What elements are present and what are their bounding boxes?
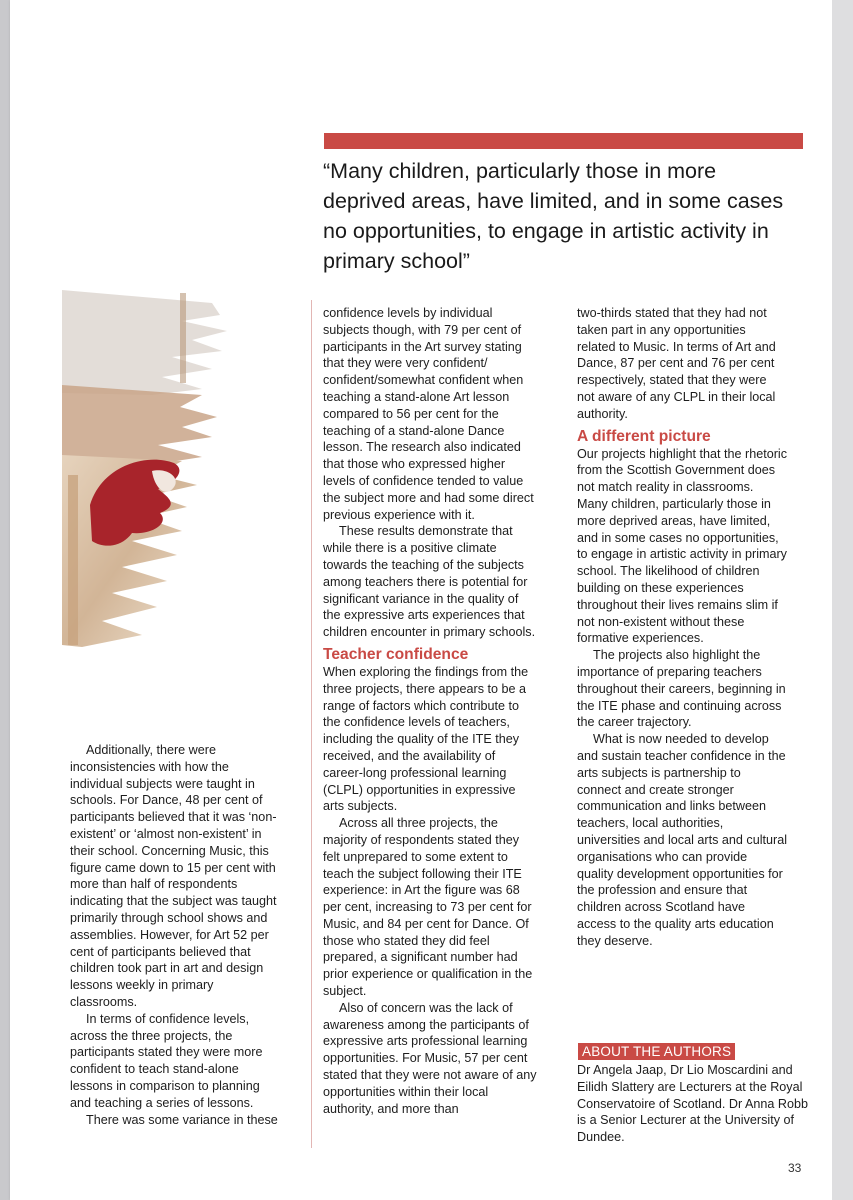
about-authors-label: ABOUT THE AUTHORS: [578, 1043, 735, 1060]
about-authors-text: Dr Angela Jaap, Dr Lio Moscardini and Eilidh Slattery are Lecturers at the Royal Conservatoire of Scotland. Dr Anna Robb is a Senior Lecturer at the University of Dundee.: [577, 1063, 809, 1145]
paragraph: two-thirds stated that they had not taken part in any opportunities related to Music. In terms of Art and Dance, 87 per cent and 76 per cent respectively, stated that they were not aware of any CLPL in their local authority.: [577, 306, 776, 421]
article-column-2: [323, 305, 537, 1117]
paragraph: Additionally, there were inconsistencies with how the individual subjects were taught in schools. For Dance, 48 per cent of participants believed that it was ‘non-existent’ or ‘almost non-existent’ in their school. Concerning Music, this figure came down to 15 per cent with more than half of respondents indicating that the subject was taught primarily through school shows and assemblies. However, for Art 52 per cent of participants believed that children took part in art and design lessons weekly in primary classrooms.: [70, 743, 277, 1009]
paragraph: The projects also highlight the importance of preparing teachers throughout their careers, beginning in the ITE phase and continuing across the career trajectory.: [577, 648, 786, 730]
page-number: 33: [788, 1161, 802, 1175]
paragraph: What is now needed to develop and sustain teacher confidence in the arts subjects is partnership to connect and create stronger communication and links between teachers, local authorities, universities and local arts and cultural organisations who can provide quality development opportunities for the profession and ensure that children across Scotland have access to the quality arts education they deserve.: [577, 732, 788, 948]
paragraph: confidence levels by individual subjects though, with 79 per cent of participants in the Art survey stating that they were very confident/ confident/somewhat confident when teaching a stand-alone Art lesson compared to 56 per cent for the teaching of a stand-alone Dance lesson. The research also indicated that those who expressed higher levels of confidence tended to value the subject more and had some direct previous experience with it.: [323, 306, 534, 522]
paragraph: When exploring the findings from the three projects, there appears to be a range of factors which contribute to the confidence levels of teachers, including the quality of the ITE they received, and the availability of career-long professional learning (CLPL) opportunities in expressive arts subjects.: [323, 664, 529, 814]
quote-accent-bar: [324, 133, 803, 149]
paragraph: Across all three projects, the majority of respondents stated they felt unprepared to some extent to teach the subject following their ITE experience: in Art the figure was 68 per cent, increasing to 73 per cent for Music, and 84 per cent for Dance. Of those who stated they did feel prepared, a significant number had prior experience or qualification in the subject.: [323, 816, 533, 999]
section-heading-different-picture: A different picture: [577, 427, 711, 445]
article-column-1: [70, 742, 282, 1128]
wood-post: [68, 475, 78, 645]
column-divider: [311, 300, 312, 1148]
section-heading-teacher-confidence: Teacher confidence: [323, 645, 469, 663]
paragraph: Our projects highlight that the rhetoric from the Scottish Government does not match reality in classrooms. Many children, particularly those in more deprived areas, have limited, and in some cases no opportunities, to engage in artistic activity in primary school. The likelihood of children building on these experiences throughout their lives remains slim if not non-existent without these formative experiences.: [577, 446, 788, 646]
brush-stroke-top: [62, 290, 227, 395]
wood-post-2: [180, 293, 186, 383]
paragraph: There was some variance in these: [86, 1112, 278, 1127]
paragraph: These results demonstrate that while there is a positive climate towards the teaching of the subjects among teachers there is potential for significant variance in the quality of the expressive arts experiences that children encounter in primary schools.: [323, 524, 536, 640]
paragraph: In terms of confidence levels, across the three projects, the participants stated they were more confident to teach stand-alone lessons in comparison to planning and teaching a series of lessons.: [70, 1011, 263, 1110]
brushstroke-photo: [62, 285, 232, 670]
article-column-3: [577, 305, 787, 949]
pull-quote: “Many children, particularly those in more deprived areas, have limited, and in some cases no opportunities, to engage in artistic activity in primary school”: [323, 159, 784, 273]
adjacent-page-edge: [832, 0, 853, 1200]
brush-stroke-middle: [62, 385, 217, 465]
paragraph: Also of concern was the lack of awareness among the participants of expressive arts professional learning opportunities. For Music, 57 per cent stated that they were not aware of any opportunities within their local authority, and more than: [323, 1000, 537, 1116]
